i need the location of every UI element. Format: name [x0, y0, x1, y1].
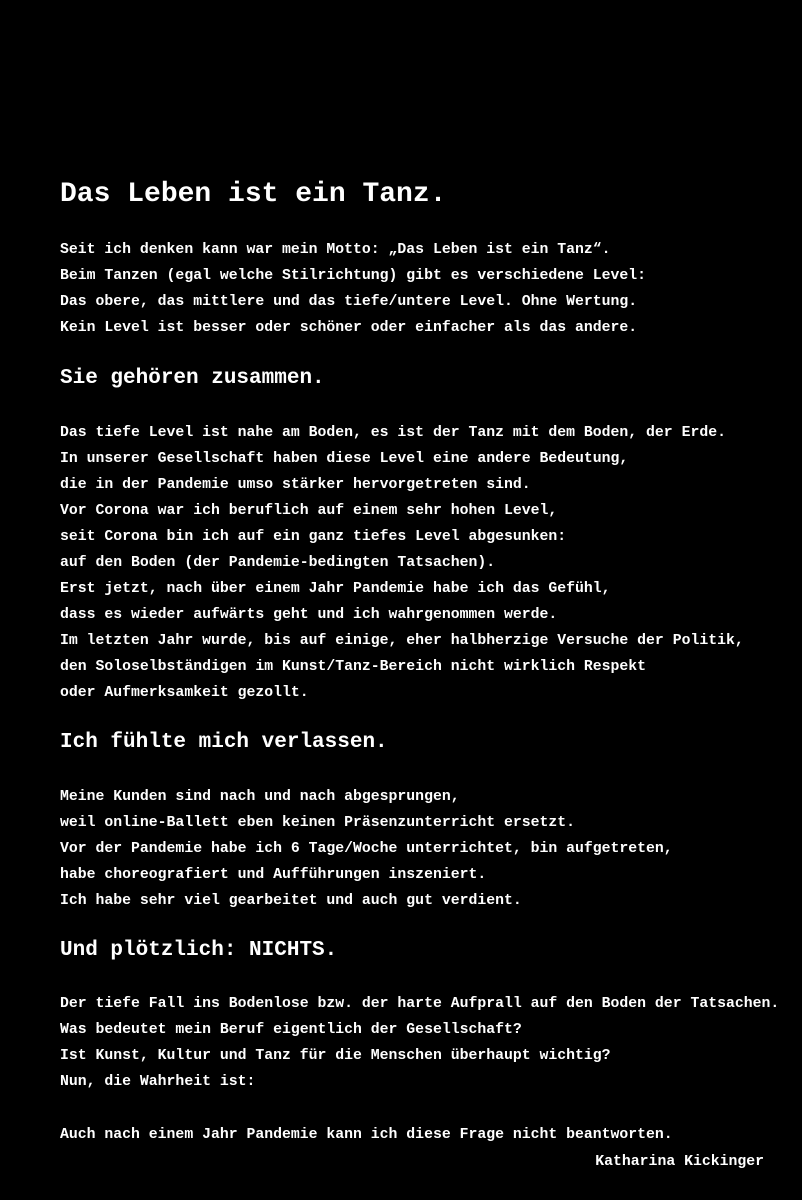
- text-line: den Soloselbständigen im Kunst/Tanz-Bereich nicht wirklich Respekt: [60, 659, 647, 675]
- text-line: dass es wieder aufwärts geht und ich wahrgenommen werde.: [60, 607, 558, 623]
- text-line: Beim Tanzen (egal welche Stilrichtung) gibt es verschiedene Level:: [60, 268, 647, 284]
- text-line: Ich habe sehr viel gearbeitet und auch gut verdient.: [60, 893, 522, 909]
- text-line: Meine Kunden sind nach und nach abgesprungen,: [60, 789, 460, 805]
- section-1-paragraph: [60, 420, 744, 706]
- text-line: seit Corona bin ich auf ein ganz tiefes Level abgesunken:: [60, 529, 567, 545]
- text-line: oder Aufmerksamkeit gezollt.: [60, 685, 309, 701]
- text-line: habe choreografiert und Aufführungen inszeniert.: [60, 867, 487, 883]
- text-line: Erst jetzt, nach über einem Jahr Pandemie habe ich das Gefühl,: [60, 581, 611, 597]
- text-line: In unserer Gesellschaft haben diese Level eine andere Bedeutung,: [60, 451, 629, 467]
- text-line: Kein Level ist besser oder schöner oder einfacher als das andere.: [60, 320, 638, 336]
- text-line: weil online-Ballett eben keinen Präsenzunterricht ersetzt.: [60, 815, 576, 831]
- text-line: Seit ich denken kann war mein Motto: „Das Leben ist ein Tanz“.: [60, 242, 611, 258]
- text-line: Im letzten Jahr wurde, bis auf einige, eher halbherzige Versuche der Politik,: [60, 633, 744, 649]
- section-heading: Sie gehören zusammen.: [60, 367, 325, 390]
- text-line: Auch nach einem Jahr Pandemie kann ich diese Frage nicht beantworten.: [60, 1127, 673, 1143]
- section-3-paragraph: [60, 991, 779, 1095]
- text-line: Vor Corona war ich beruflich auf einem sehr hohen Level,: [60, 503, 558, 519]
- closing-paragraph: [60, 1122, 673, 1148]
- document-title: Das Leben ist ein Tanz.: [60, 179, 447, 210]
- text-line: Der tiefe Fall ins Bodenlose bzw. der harte Aufprall auf den Boden der Tatsachen.: [60, 996, 780, 1012]
- text-line: Nun, die Wahrheit ist:: [60, 1074, 256, 1090]
- author-signature: Katharina Kickinger: [595, 1154, 764, 1170]
- text-line: die in der Pandemie umso stärker hervorgetreten sind.: [60, 477, 531, 493]
- text-line: Das tiefe Level ist nahe am Boden, es ist der Tanz mit dem Boden, der Erde.: [60, 425, 726, 441]
- section-2-paragraph: [60, 784, 673, 914]
- section-heading: Ich fühlte mich verlassen.: [60, 731, 388, 754]
- text-line: Vor der Pandemie habe ich 6 Tage/Woche unterrichtet, bin aufgetreten,: [60, 841, 673, 857]
- text-line: Was bedeutet mein Beruf eigentlich der Gesellschaft?: [60, 1022, 522, 1038]
- text-line: auf den Boden (der Pandemie-bedingten Tatsachen).: [60, 555, 496, 571]
- text-line: Das obere, das mittlere und das tiefe/untere Level. Ohne Wertung.: [60, 294, 638, 310]
- section-heading: Und plötzlich: NICHTS.: [60, 939, 338, 962]
- intro-paragraph: [60, 237, 646, 341]
- text-line: Ist Kunst, Kultur und Tanz für die Menschen überhaupt wichtig?: [60, 1048, 611, 1064]
